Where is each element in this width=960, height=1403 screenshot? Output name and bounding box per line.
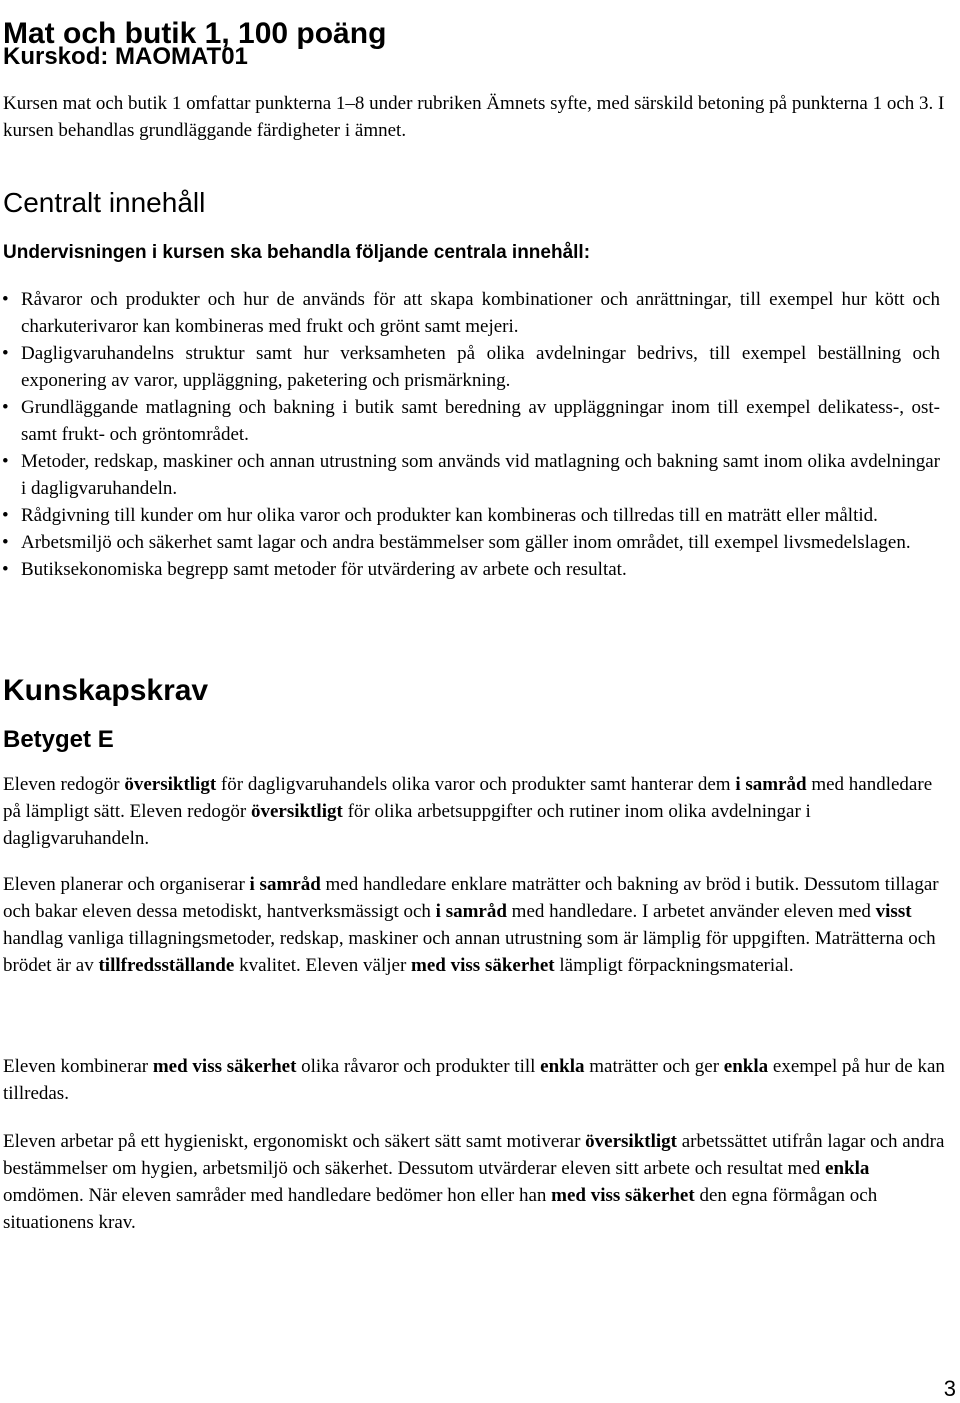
bullet-icon: • <box>2 451 9 472</box>
list-item <box>0 286 940 340</box>
emphasis-term: enkla <box>540 1056 585 1077</box>
knowledge-requirements-heading: Kunskapskrav <box>3 674 209 707</box>
bullet-icon: • <box>2 343 9 364</box>
emphasis-term: översiktligt <box>250 801 343 822</box>
paragraph-text: kvalitet. Eleven väljer <box>234 955 412 976</box>
list-item-text: Butiksekonomiska begrepp samt metoder för utvärdering av arbete och resultat. <box>21 559 627 580</box>
list-item-text: Dagligvaruhandelns struktur samt hur verksamheten på olika avdelningar bedrivs, till exempel beställning och exponering av varor, uppläggning, paketering och prismärkning. <box>21 343 940 391</box>
requirement-paragraph-3 <box>3 1053 953 1107</box>
bullet-icon: • <box>2 289 9 310</box>
list-item <box>0 529 940 556</box>
emphasis-term: med viss säkerhet <box>551 1185 695 1206</box>
emphasis-term: översiktligt <box>124 774 217 795</box>
emphasis-term: med viss säkerhet <box>152 1056 297 1077</box>
page-number: 3 <box>943 1376 956 1401</box>
emphasis-term: i samråd <box>435 901 507 922</box>
list-item <box>0 394 940 448</box>
list-item-text: Råvaror och produkter och hur de används för att skapa kombinationer och anrättningar, till exempel hur kött och charkuterivaror kan kombineras med frukt och grönt samt mejeri. <box>21 289 940 337</box>
paragraph-text: Eleven arbetar på ett hygieniskt, ergonomiskt och säkert sätt samt motiverar <box>3 1131 586 1152</box>
paragraph-text: den egna förmågan och situationens krav. <box>3 1185 878 1233</box>
paragraph-text: Eleven planerar och organiserar <box>3 874 250 895</box>
requirement-paragraph-1 <box>3 771 953 852</box>
paragraph-text: exempel på hur de kan tillredas. <box>3 1056 945 1104</box>
paragraph-text: omdömen. När eleven samråder med handledare bedömer hon eller han <box>3 1185 552 1206</box>
emphasis-term: med viss säkerhet <box>411 955 555 976</box>
emphasis-term: enkla <box>723 1056 769 1077</box>
paragraph-text: Eleven kombinerar <box>3 1056 153 1077</box>
list-item-text: Arbetsmiljö och säkerhet samt lagar och andra bestämmelser som gäller inom området, till exempel livsmedelslagen. <box>21 532 911 553</box>
list-item-text: Grundläggande matlagning och bakning i butik samt beredning av uppläggningar inom till exempel delikatess-, ost- samt frukt- och gröntområdet. <box>21 397 940 445</box>
grade-e-heading: Betyget E <box>3 726 114 753</box>
bullet-icon: • <box>2 397 9 418</box>
course-title: Mat och butik 1, 100 poäng <box>3 17 387 51</box>
central-content-list <box>0 286 940 583</box>
paragraph-text: Eleven redogör <box>3 774 125 795</box>
paragraph-text: arbetssättet utifrån lagar och andra bestämmelser om hygien, arbetsmiljö och säkerhet. Dessutom utvärderar eleven sitt arbete och resultat med <box>3 1131 945 1179</box>
list-item-text: Rådgivning till kunder om hur olika varor och produkter kan kombineras och tillredas till en maträtt eller måltid. <box>21 505 878 526</box>
requirement-paragraph-4 <box>3 1128 953 1236</box>
emphasis-term: i samråd <box>735 774 807 795</box>
emphasis-term: i samråd <box>249 874 321 895</box>
list-item <box>0 340 940 394</box>
emphasis-term: enkla <box>825 1158 870 1179</box>
paragraph-text: maträtter och ger <box>584 1056 724 1077</box>
paragraph-text: med handledare på lämpligt sätt. Eleven redogör <box>3 774 933 822</box>
course-intro: Kursen mat och butik 1 omfattar punkterna 1–8 under rubriken Ämnets syfte, med särskild betoning på punkterna 1 och 3. I kursen behandlas grundläggande färdigheter i ämnet. <box>3 93 945 141</box>
paragraph-text: handlag vanliga tillagningsmetoder, redskap, maskiner och annan utrustning som är lämplig för uppgiften. Maträtterna och brödet är av <box>3 928 936 976</box>
course-code: Kurskod: MAOMAT01 <box>3 43 248 70</box>
paragraph-text: med handledare enklare maträtter och bakning av bröd i butik. Dessutom tillagar och bakar eleven dessa metodiskt, hantverksmässigt och <box>3 874 939 922</box>
bullet-icon: • <box>2 559 9 580</box>
paragraph-text: för dagligvaruhandels olika varor och produkter samt hanterar dem <box>216 774 736 795</box>
emphasis-term: översiktligt <box>585 1131 677 1152</box>
bullet-icon: • <box>2 505 9 526</box>
list-item <box>0 448 940 502</box>
list-item <box>0 556 940 583</box>
paragraph-text: lämpligt förpackningsmaterial. <box>554 955 794 976</box>
paragraph-text: för olika arbetsuppgifter och rutiner inom olika avdelningar i dagligvaruhandeln. <box>3 801 811 849</box>
bullet-icon: • <box>2 532 9 553</box>
central-content-heading: Centralt innehåll <box>3 187 206 218</box>
requirement-paragraph-2 <box>3 871 953 979</box>
paragraph-text: med handledare. I arbetet använder eleven med <box>506 901 876 922</box>
emphasis-term: tillfredsställande <box>98 955 235 976</box>
central-content-lead: Undervisningen i kursen ska behandla följande centrala innehåll: <box>3 242 591 263</box>
list-item-text: Metoder, redskap, maskiner och annan utrustning som används vid matlagning och bakning samt inom olika avdelningar i dagligvaruhandeln. <box>21 451 940 499</box>
emphasis-term: visst <box>875 901 912 922</box>
list-item <box>0 502 940 529</box>
paragraph-text: olika råvaror och produkter till <box>296 1056 541 1077</box>
